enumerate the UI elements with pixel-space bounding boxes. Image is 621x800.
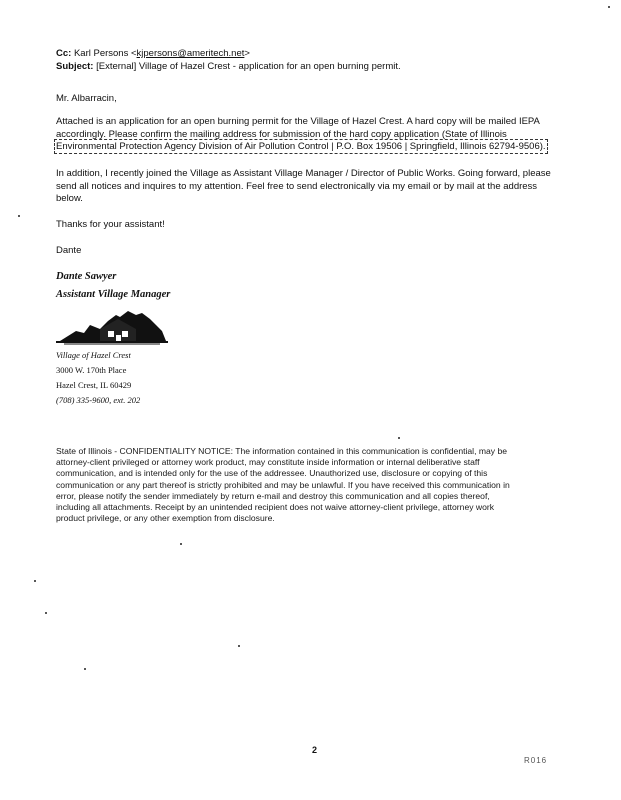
village-logo-icon xyxy=(56,305,168,345)
notice-line: product privilege, or any other exemption from disclosure. xyxy=(56,513,275,524)
paragraph-line: accordingly. Please confirm the mailing address for submission of the hard copy application (State of Illinois xyxy=(56,128,507,140)
signature-org: Village of Hazel Crest xyxy=(56,350,131,360)
signature-city: Hazel Crest, IL 60429 xyxy=(56,380,132,390)
subject-line xyxy=(56,61,401,73)
thanks-line: Thanks for your assistant! xyxy=(56,219,165,230)
cc-label: Cc: xyxy=(56,48,72,59)
notice-line: communication, and is intended only for the use of the addressee. Unauthorized use, disclosure or copying of this xyxy=(56,468,488,479)
scan-speck xyxy=(34,580,36,582)
signature-street: 3000 W. 170th Place xyxy=(56,365,127,375)
mailing-address-highlight: Environmental Protection Agency Division of Air Pollution Control | P.O. Box 19506 | Springfield, Illinois 62794-9506). xyxy=(56,141,546,152)
notice-line: error, please notify the sender immediately by return e-mail and destroy this communication and all copies thereof, xyxy=(56,490,490,501)
signoff: Dante xyxy=(56,245,82,256)
subject-label: Subject: xyxy=(56,61,94,72)
scan-speck xyxy=(398,437,400,439)
signature-phone: (708) 335-9600, ext. 202 xyxy=(56,395,141,405)
cc-name: Karl Persons < xyxy=(73,48,137,59)
signature-title: Assistant Village Manager xyxy=(56,289,171,300)
notice-line: State of Illinois - CONFIDENTIALITY NOTICE: The information contained in this communication is confidential, may be xyxy=(56,446,508,456)
confidentiality-notice xyxy=(56,446,576,524)
page-number: 2 xyxy=(312,745,318,755)
greeting: Mr. Albarracin, xyxy=(56,93,117,104)
scan-speck xyxy=(18,215,20,217)
paragraph-line: below. xyxy=(56,193,83,204)
scan-speck xyxy=(45,612,47,614)
scan-speck xyxy=(180,543,182,545)
notice-line: attorney-client privileged or attorney work product, may constitute inside information or internal deliberative staff xyxy=(56,457,480,468)
cc-end: > xyxy=(244,48,250,59)
bates-number: R016 xyxy=(524,756,548,765)
paragraph-line: send all notices and inquires to my attention. Feel free to send electronically via my email or by mail at the address xyxy=(56,180,538,192)
signature-name: Dante Sawyer xyxy=(56,271,117,282)
subject-text: [External] Village of Hazel Crest - application for an open burning permit. xyxy=(96,61,401,72)
cc-line xyxy=(56,48,250,60)
paragraph-application xyxy=(56,116,576,154)
paragraph-line: In addition, I recently joined the Village as Assistant Village Manager / Director of Public Works. Going forward, please xyxy=(56,168,551,179)
notice-line: including all attachments. Receipt by an unintended recipient does not waive attorney-client privilege, attorney work xyxy=(56,502,495,513)
notice-line: communication or any part thereof is strictly prohibited and may be unlawful. If you have received this communication in xyxy=(56,479,510,490)
scan-speck xyxy=(608,6,610,8)
paragraph-line: Attached is an application for an open burning permit for the Village of Hazel Crest. A hard copy will be mailed IEPA xyxy=(56,116,540,127)
signature-address-block xyxy=(56,348,140,408)
cc-email-link[interactable]: kjpersons@ameritech.net xyxy=(136,48,245,59)
paragraph-introduction xyxy=(56,168,576,206)
scan-speck xyxy=(84,668,86,670)
scan-speck xyxy=(238,645,240,647)
